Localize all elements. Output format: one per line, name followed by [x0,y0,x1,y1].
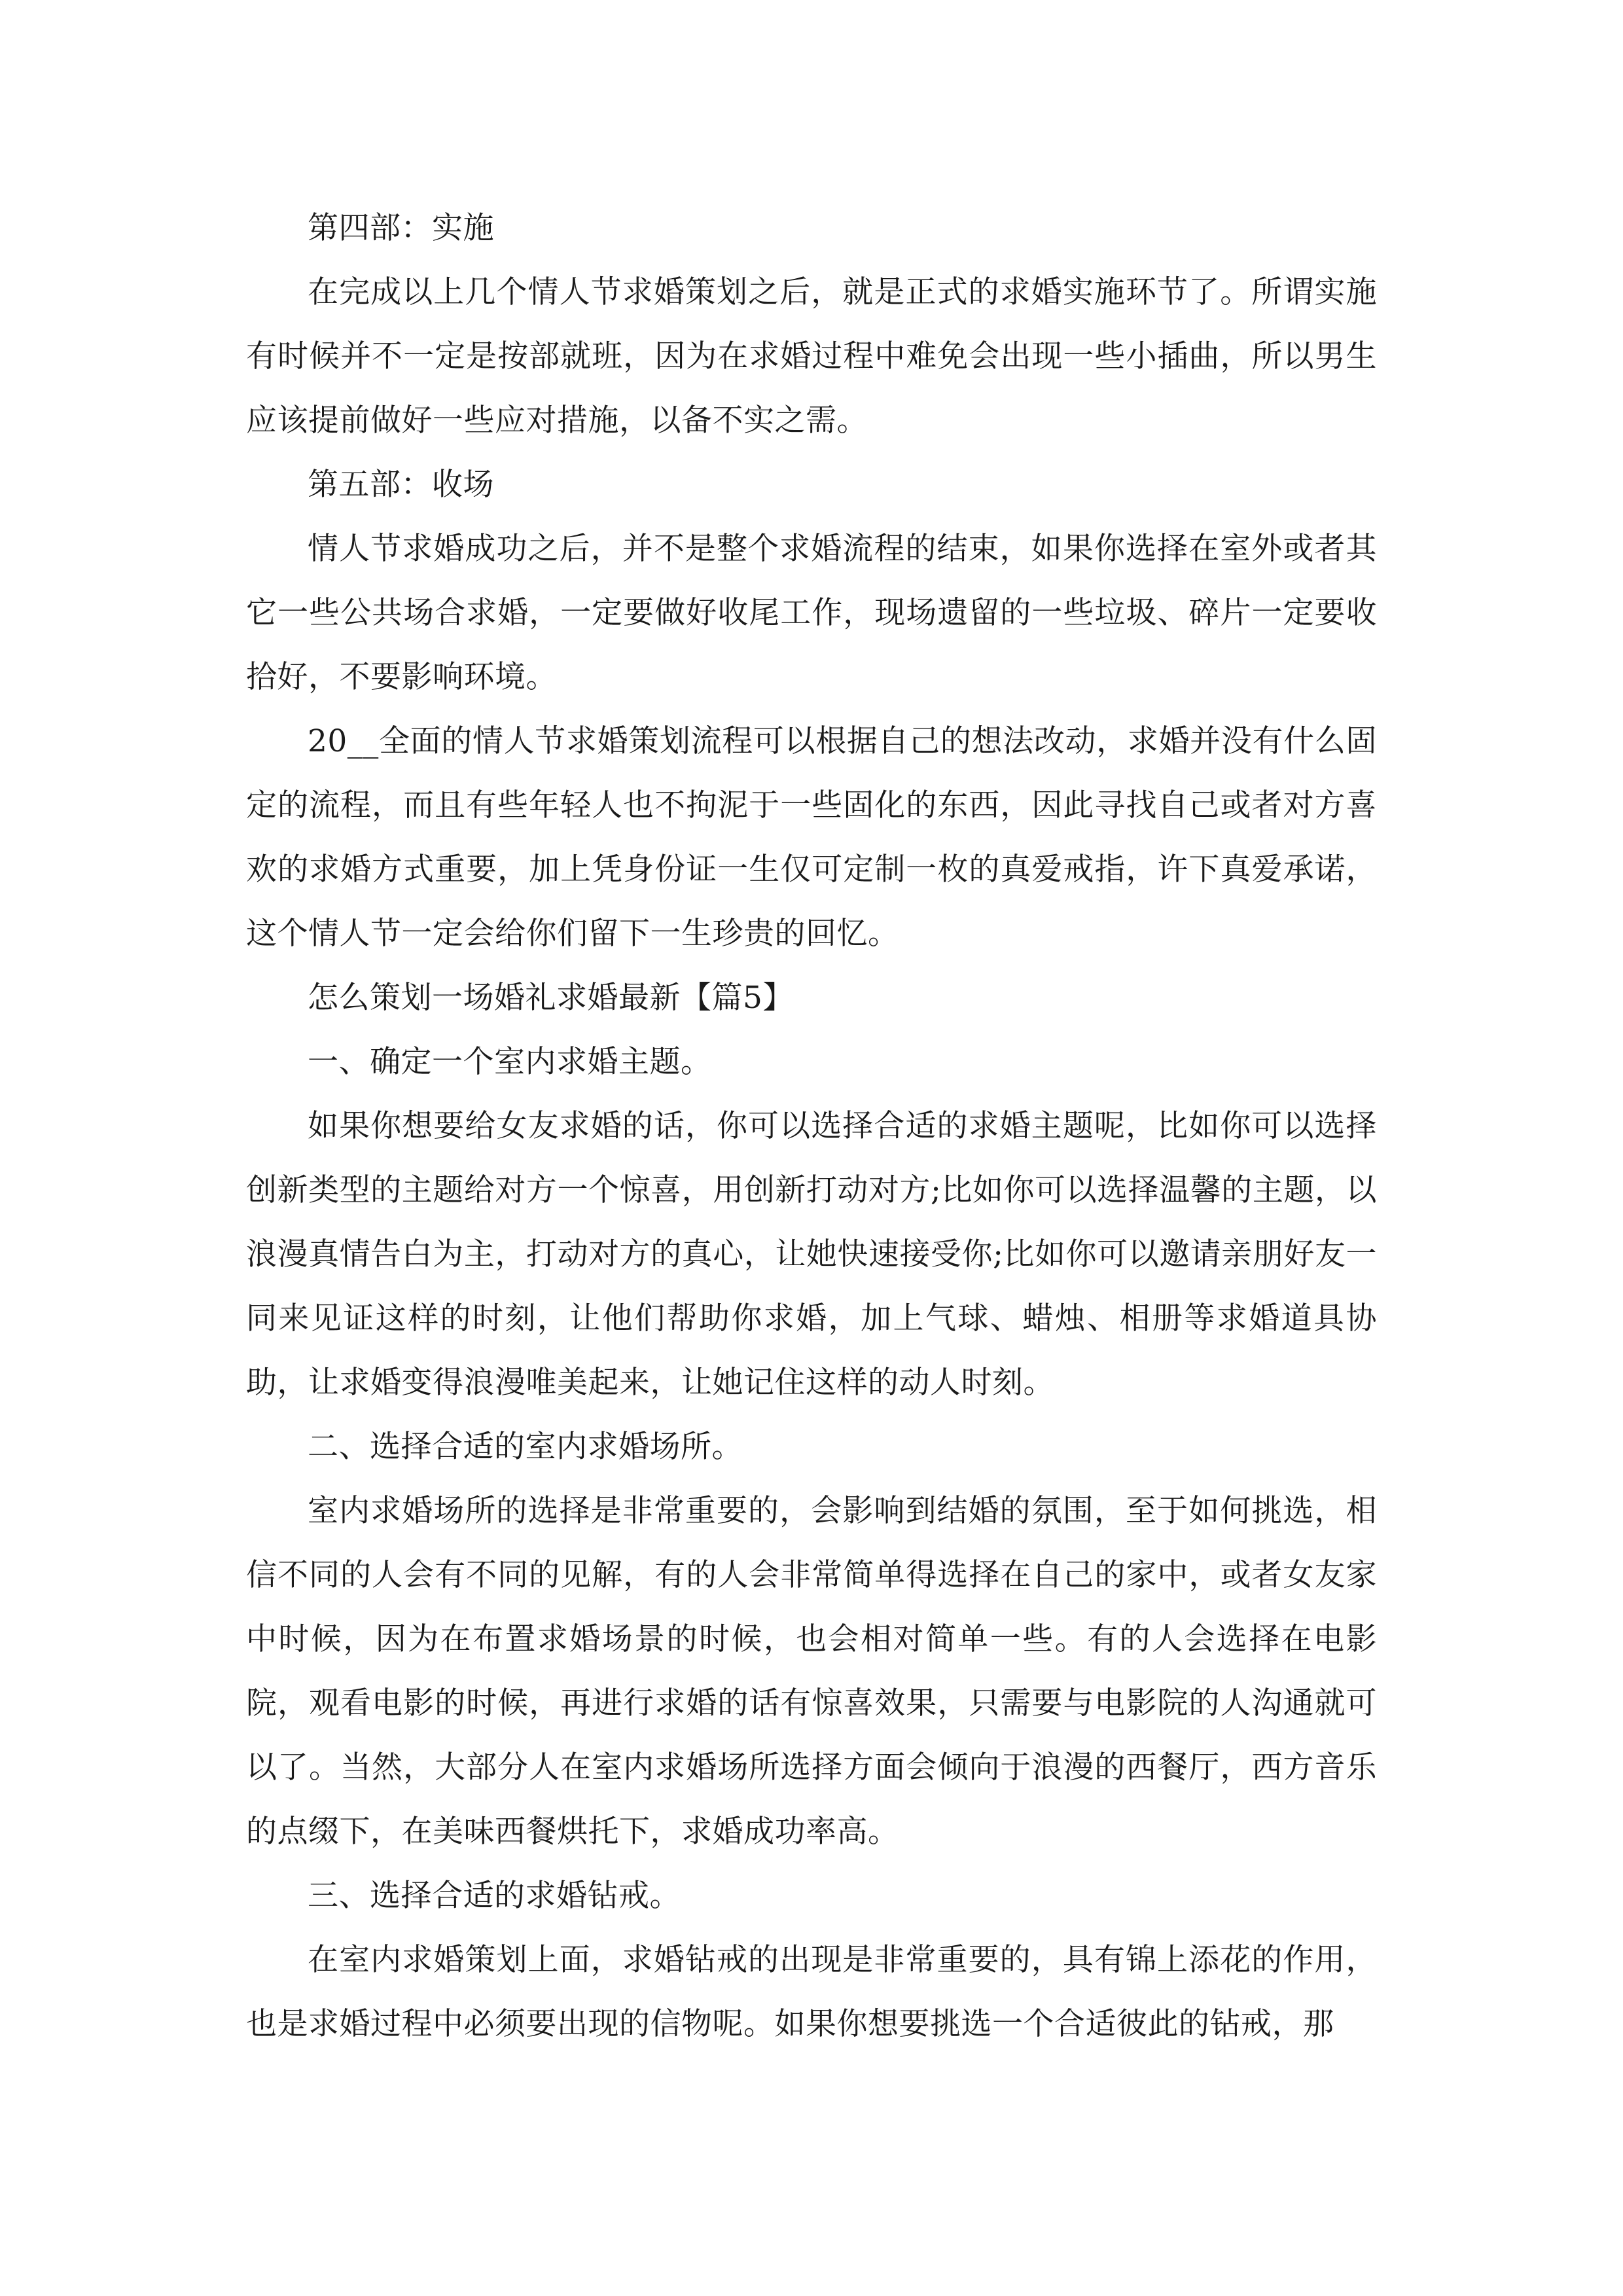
paragraph-wrap-up: 情人节求婚成功之后，并不是整个求婚流程的结束，如果你选择在室外或者其它一些公共场合求婚，一定要做好收尾工作，现场遗留的一些垃圾、碎片一定要收拾好，不要影响环境。 [246,531,1377,695]
paragraph-venue: 室内求婚场所的选择是非常重要的，会影响到结婚的氛围，至于如何挑选，相信不同的人会有不同的见解，有的人会非常简单得选择在自己的家中，或者女友家中时候，因为在布置求婚场景的时候，也会相对简单一些。有的人会选择在电影院，观看电影的时候，再进行求婚的话有惊喜效果，只需要与电影院的人沟通就可以了。当然，大部分人在室内求婚场所选择方面会倾向于浪漫的西餐厅，西方音乐的点缀下，在美味西餐烘托下，求婚成功率高。 [246,1493,1377,1850]
subheading-ring: 三、选择合适的求婚钻戒。 [308,1878,681,1914]
article-title-part-5: 怎么策划一场婚礼求婚最新【篇5】 [308,980,794,1016]
section-heading-part-four: 第四部：实施 [308,210,494,246]
subheading-venue: 二、选择合适的室内求婚场所。 [308,1429,743,1465]
document-page [246,196,1377,2056]
paragraph-ring: 在室内求婚策划上面，求婚钻戒的出现是非常重要的，具有锦上添花的作用，也是求婚过程中必须要出现的信物呢。如果你想要挑选一个合适彼此的钻戒，那 [246,1942,1377,2042]
section-heading-part-five: 第五部：收场 [308,467,494,503]
paragraph-summary: 20__全面的情人节求婚策划流程可以根据自己的想法改动，求婚并没有什么固定的流程，而且有些年轻人也不拘泥于一些固化的东西，因此寻找自己或者对方喜欢的求婚方式重要，加上凭身份证一生仅可定制一枚的真爱戒指，许下真爱承诺，这个情人节一定会给你们留下一生珍贵的回忆。 [246,723,1377,952]
paragraph-implementation: 在完成以上几个情人节求婚策划之后，就是正式的求婚实施环节了。所谓实施有时候并不一定是按部就班，因为在求婚过程中难免会出现一些小插曲，所以男生应该提前做好一些应对措施，以备不实之需。 [246,274,1377,439]
subheading-theme: 一、确定一个室内求婚主题。 [308,1044,712,1080]
paragraph-theme: 如果你想要给女友求婚的话，你可以选择合适的求婚主题呢，比如你可以选择创新类型的主题给对方一个惊喜，用创新打动对方;比如你可以选择温馨的主题，以浪漫真情告白为主，打动对方的真心，让她快速接受你;比如你可以邀请亲朋好友一同来见证这样的时刻，让他们帮助你求婚，加上气球、蜡烛、相册等求婚道具协助，让求婚变得浪漫唯美起来，让她记住这样的动人时刻。 [246,1108,1377,1401]
